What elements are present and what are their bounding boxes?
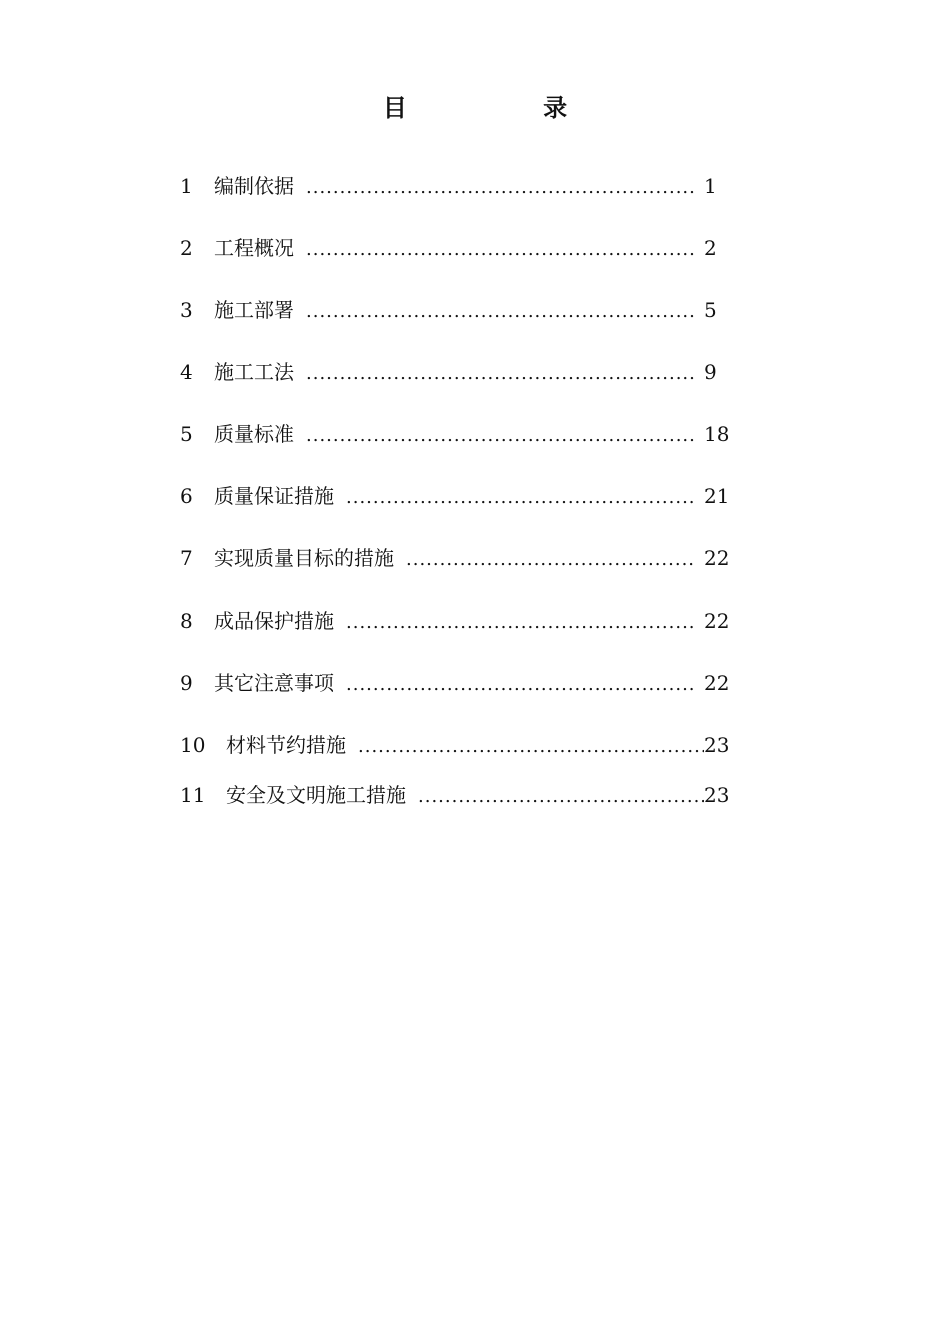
toc-entry-number: 3 [180,298,193,322]
toc-leader-dots [306,360,694,388]
toc-entry[interactable] [180,544,730,572]
toc-entry[interactable] [180,296,730,324]
toc-title: 目 录 [382,93,632,122]
toc-entry-number: 10 [180,733,206,757]
toc-entry-page: 22 [704,609,730,633]
toc-leader-dots [306,174,694,202]
toc-entry-number: 9 [180,671,193,695]
toc-entry-label: 实现质量目标的措施 [214,546,394,570]
toc-leader-dots [346,484,694,512]
toc-entry[interactable] [180,669,730,697]
toc-entry-label: 成品保护措施 [214,609,334,633]
toc-entry-number: 7 [180,546,193,570]
toc-entry-page: 23 [704,733,730,757]
toc-leader-dots [406,546,694,574]
toc-entry-page: 5 [704,298,717,322]
toc-entry[interactable] [180,420,730,448]
toc-entry-label: 工程概况 [214,236,294,260]
toc-entry-number: 5 [180,422,193,446]
toc-entry[interactable] [180,731,730,759]
toc-entry[interactable] [180,172,730,200]
toc-entry[interactable] [180,234,730,262]
toc-entry-number: 8 [180,609,193,633]
toc-entry-label: 质量标准 [214,422,294,446]
toc-entry-page: 22 [704,671,730,695]
toc-entry-label: 施工工法 [214,360,294,384]
toc-entry-page: 21 [704,484,730,508]
toc-entry-label: 安全及文明施工措施 [226,783,406,807]
toc-leader-dots [346,609,694,637]
toc-leader-dots [306,422,694,450]
toc-entry[interactable] [180,358,730,386]
toc-entry-page: 2 [704,236,717,260]
toc-entry-number: 4 [180,360,193,384]
toc-entry-number: 1 [180,174,193,198]
toc-entry-number: 6 [180,484,193,508]
toc-entry-label: 编制依据 [214,174,294,198]
toc-entry-label: 施工部署 [214,298,294,322]
toc-entry-page: 22 [704,546,730,570]
toc-entry-page: 9 [704,360,717,384]
toc-entry[interactable] [180,482,730,510]
toc-entry-number: 11 [180,783,206,807]
toc-leader-dots [418,783,704,811]
toc-entry-number: 2 [180,236,193,260]
toc-leader-dots [306,298,694,326]
toc-entry-label: 材料节约措施 [226,733,346,757]
toc-leader-dots [358,733,704,761]
toc-entry-page: 18 [704,422,730,446]
toc-leader-dots [306,236,694,264]
toc-entry-label: 其它注意事项 [214,671,334,695]
toc-entry[interactable] [180,607,730,635]
toc-entry-page: 1 [704,174,717,198]
toc-leader-dots [346,671,694,699]
toc-entry[interactable] [180,781,730,809]
toc-entry-page: 23 [704,783,730,807]
toc-entry-label: 质量保证措施 [214,484,334,508]
